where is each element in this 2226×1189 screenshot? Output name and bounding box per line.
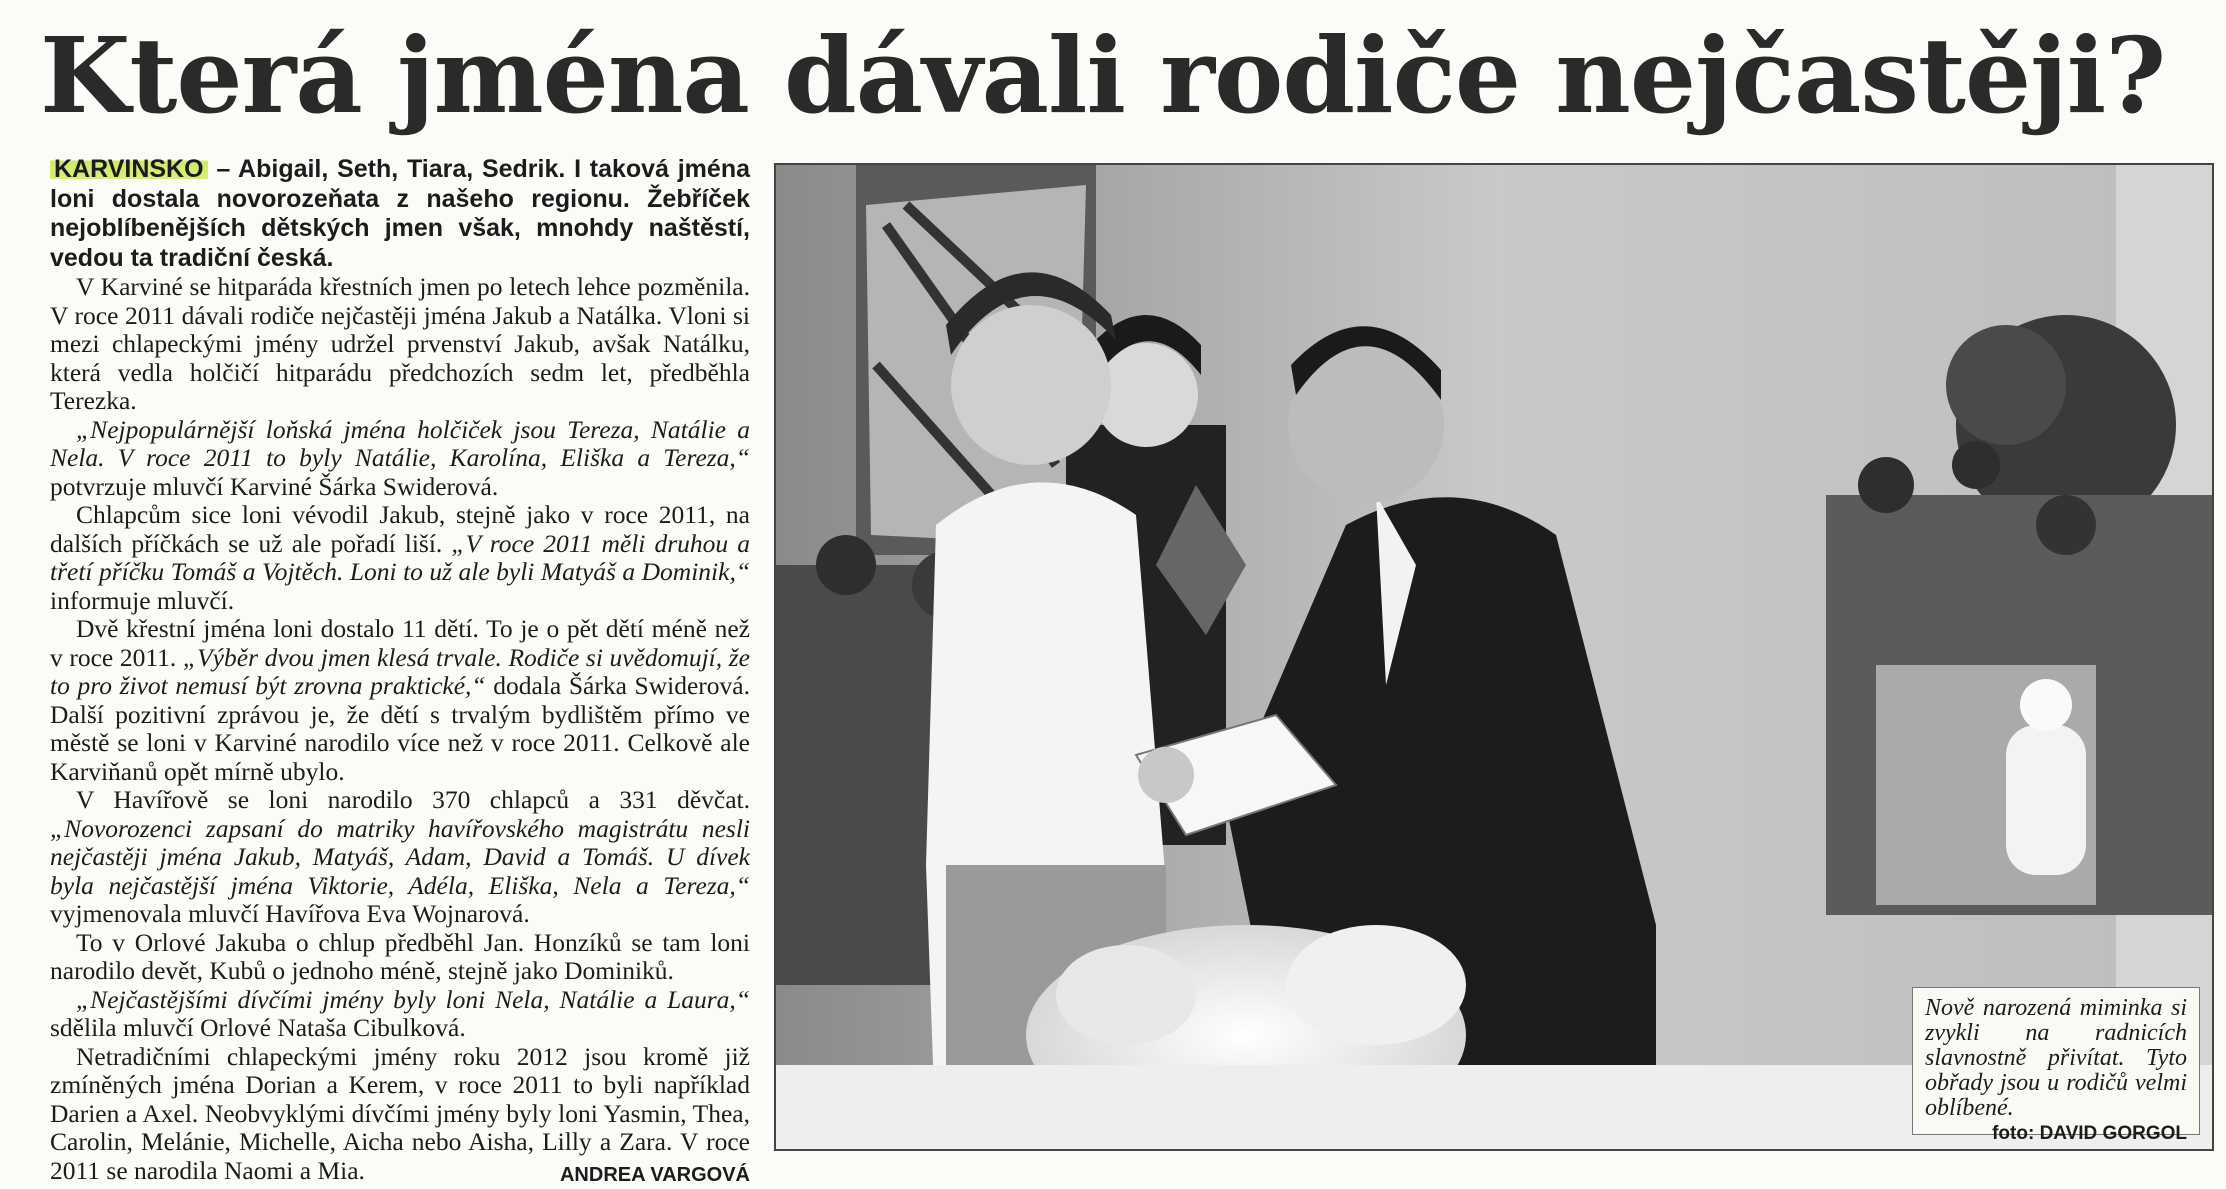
quote-text: „Nejčastějšími dívčími jmény byly loni Nela, Natálie a Laura,“ [76, 985, 750, 1014]
dateline-place: KARVINSKO [50, 155, 208, 183]
paragraph-text: dodala Šárka Swiderová. Další pozitivní zprávou je, že dětí s trvalým bydlištěm přímo ve městě se loni v Karviné narodilo více než v roce 2011. Celkově ale Karviňanů opět mírně ubylo. [50, 671, 750, 786]
paragraph-7 [50, 986, 750, 1043]
paragraph-text: informuje mluvčí. [50, 586, 234, 615]
paragraph-4 [50, 615, 750, 786]
lead-text: – Abigail, Seth, Tiara, Sedrik. I taková jména loni dostala novorozeňata z našeho regionu. Žebříček nejoblíbenějších dětských jmen však, mnohdy naštěstí, vedou ta tradiční česká. [50, 155, 750, 272]
caption-text: Nově narozená miminka si zvykli na radnicích slavnostně přivítat. Tyto obřady jsou u rodičů velmi oblíbené. [1925, 995, 2187, 1121]
headline: Která jména dávali rodiče nejčastěji? [40, 8, 2210, 143]
quote-text: „Novorozenci zapsaní do matriky havířovského magistrátu nesli nejčastěji jména Jakub, Matyáš, Adam, David a Tomáš. U dívek byla nejčastější jména Viktorie, Adéla, Eliška, Nela a Tereza,“ [50, 814, 750, 900]
paragraph-text: Dvě křestní jména loni dostalo 11 dětí. To je o pět dětí méně než v roce 2011. [50, 614, 750, 672]
paragraph-6: To v Orlové Jakuba o chlup předběhl Jan. Honzíků se tam loni narodilo devět, Kubů o jednoho méně, stejně jako Dominiků. [50, 929, 750, 986]
paragraph-text: sdělila mluvčí Orlové Nataša Cibulková. [50, 1013, 466, 1042]
quote-text: „Nejpopulárnější loňská jména holčiček jsou Tereza, Natálie a Nela. V roce 2011 to byly Natálie, Karolína, Eliška a Tereza,“ [50, 415, 750, 473]
photo-credit: foto: DAVID GORGOL [1992, 1121, 2187, 1146]
article-text [50, 155, 750, 1150]
paragraph-text: vyjmenovala mluvčí Havířova Eva Wojnarová. [50, 899, 530, 928]
paragraph-8 [50, 1043, 750, 1186]
ceremony-photo [774, 163, 2214, 1151]
paragraph-text: V Havířově se loni narodilo 370 chlapců a 331 děvčat. [76, 785, 750, 814]
paragraph-2 [50, 416, 750, 502]
paragraph-1: V Karviné se hitparáda křestních jmen po letech lehce pozměnila. V roce 2011 dávali rodiče nejčastěji jména Jakub a Natálka. Vloni si mezi chlapeckými jmény udržel prvenství Jakub, avšak Natálku, která vedla holčičí hitparádu předchozích sedm let, předběhla Terezka. [50, 273, 750, 416]
photo-caption [1912, 987, 2200, 1135]
paragraph-text: Netradičními chlapeckými jmény roku 2012 jsou kromě již zmíněných jména Dorian a Kerem, v roce 2011 to byli například Darien a Axel. Neobvyklými dívčími jmény byly loni Yasmin, Thea, Carolin, Melánie, Michelle, Aicha nebo Aisha, Lilly a Zara. V roce 2011 se narodila Naomi a Mia. [50, 1042, 750, 1185]
paragraph-5 [50, 786, 750, 929]
paragraph-text: Chlapcům sice loni vévodil Jakub, stejně jako v roce 2011, na dalších příčkách se už ale pořadí liší. [50, 500, 750, 558]
lead-paragraph [50, 155, 750, 273]
author-byline: ANDREA VARGOVÁ [534, 1161, 750, 1189]
paragraph-text: potvrzuje mluvčí Karviné Šárka Swiderová. [50, 472, 498, 501]
quote-text: „V roce 2011 měli druhou a třetí příčku Tomáš a Vojtěch. Loni to už ale byli Matyáš a Dominik,“ [50, 529, 750, 587]
quote-text: „Výběr dvou jmen klesá trvale. Rodiče si uvědomují, že to pro život nemusí být zrovna praktické,“ [50, 643, 750, 701]
paragraph-3 [50, 501, 750, 615]
